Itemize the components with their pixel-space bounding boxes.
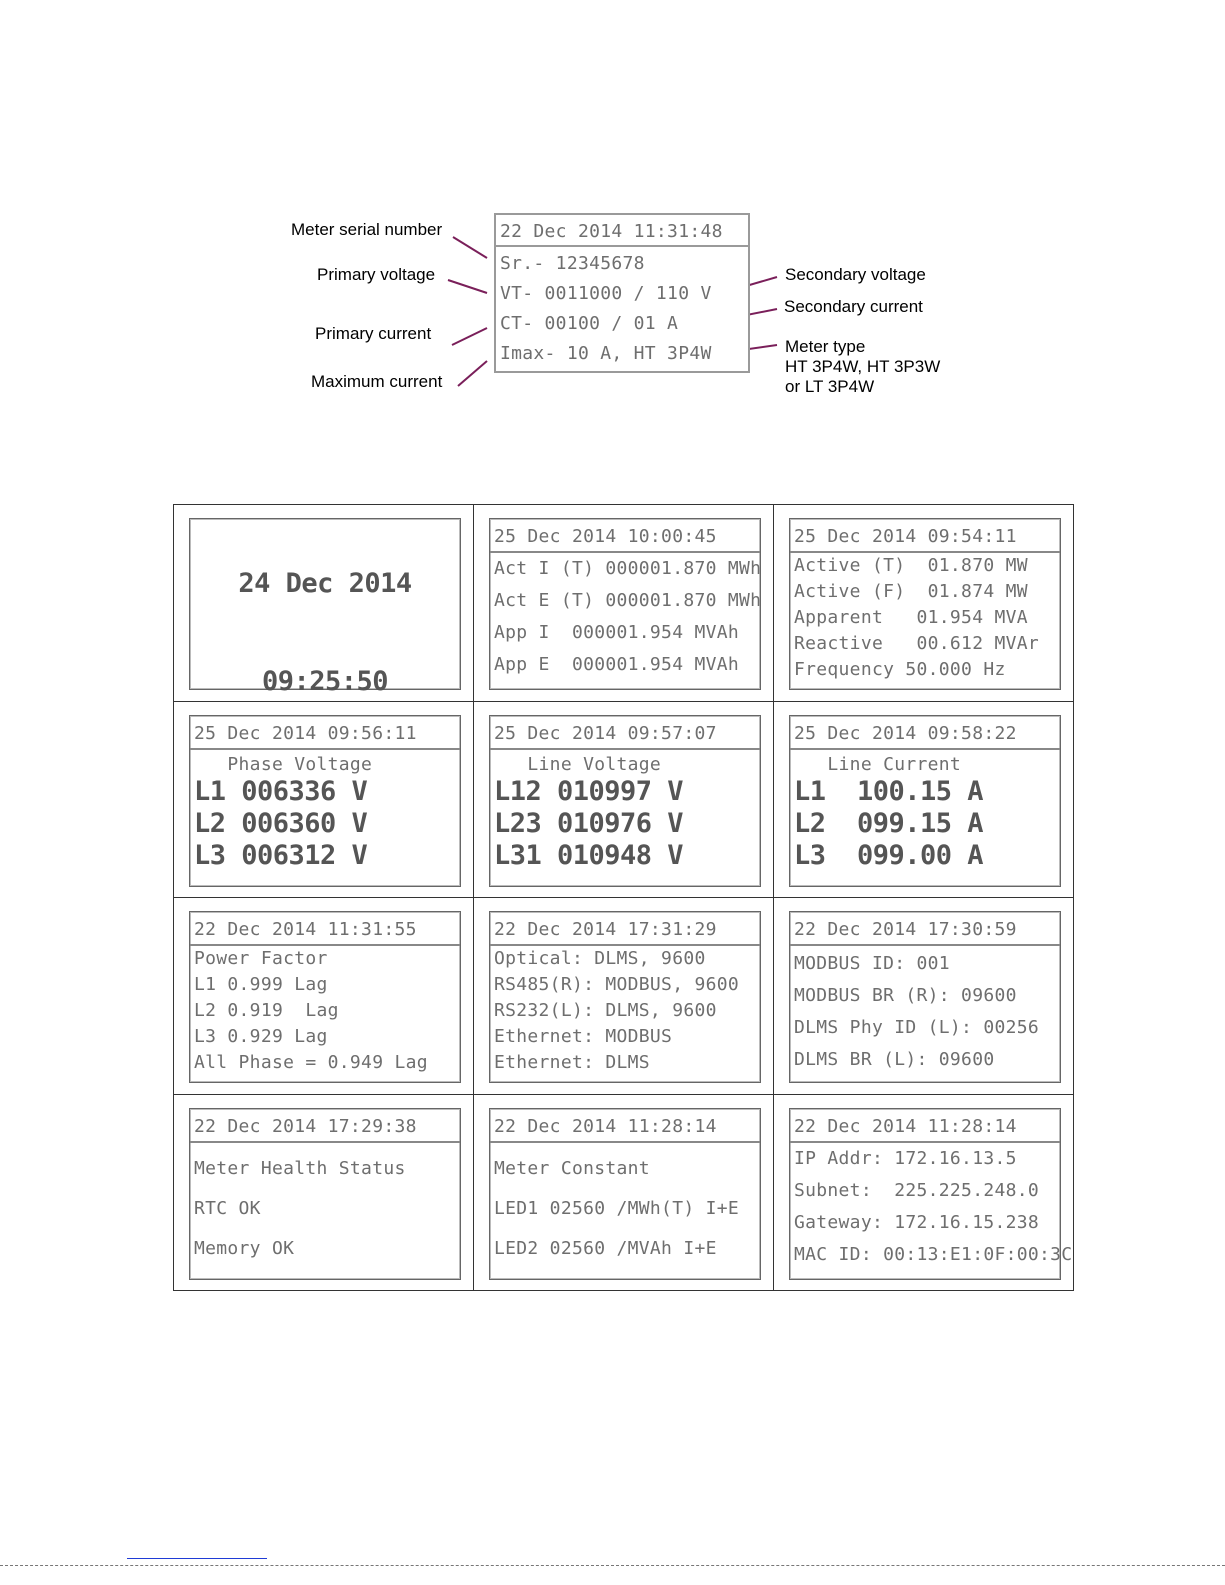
- list-item: L3 006312 V: [194, 840, 368, 871]
- energy-screen: [489, 518, 761, 690]
- label-maximum-current: Maximum current: [311, 372, 443, 391]
- list-item: MODBUS ID: 001: [794, 953, 950, 974]
- cell-network: [774, 1095, 1073, 1290]
- communication-screen: [489, 911, 761, 1083]
- list-item: Meter Health Status: [194, 1158, 406, 1179]
- screen-title: Line Current: [794, 754, 962, 775]
- list-item: L2 006360 V: [194, 808, 368, 839]
- leader-primary-voltage: [448, 280, 487, 293]
- leader-serial: [453, 237, 487, 258]
- list-item: Act I (T) 000001.870 MWh: [494, 558, 762, 579]
- screen-timestamp: 22 Dec 2014 11:31:48: [500, 221, 723, 242]
- list-item: Ethernet: DLMS: [494, 1052, 650, 1073]
- cell-comm: [474, 898, 774, 1095]
- list-item: L1 100.15 A: [794, 776, 984, 807]
- list-item: L1 0.999 Lag: [194, 974, 328, 995]
- list-item: MAC ID: 00:13:E1:0F:00:3C: [794, 1244, 1073, 1265]
- imax-line: Imax- 10 A, HT 3P4W: [500, 343, 712, 364]
- list-item: Frequency 50.000 Hz: [794, 659, 1006, 680]
- cell-energy: [474, 505, 774, 702]
- list-item: L12 010997 V: [494, 776, 684, 807]
- leader-primary-current: [452, 328, 487, 345]
- cell-health: [174, 1095, 474, 1290]
- list-item: L2 099.15 A: [794, 808, 984, 839]
- screen-timestamp: 22 Dec 2014 11:28:14: [494, 1116, 717, 1137]
- list-item: L1 006336 V: [194, 776, 368, 807]
- cell-clock: [174, 505, 474, 702]
- list-item: IP Addr: 172.16.13.5: [794, 1148, 1017, 1169]
- list-item: Subnet: 225.225.248.0: [794, 1180, 1040, 1201]
- list-item: Memory OK: [194, 1238, 295, 1259]
- list-item: Ethernet: MODBUS: [494, 1026, 673, 1047]
- list-item: Active (F) 01.874 MW: [794, 581, 1028, 602]
- list-item: App I 000001.954 MVAh: [494, 622, 740, 643]
- leader-max-current: [458, 361, 487, 386]
- meter-info-screen: [494, 213, 750, 373]
- list-item: LED2 02560 /MVAh I+E: [494, 1238, 717, 1259]
- list-item: Power Factor: [194, 948, 328, 969]
- screen-timestamp: 22 Dec 2014 17:29:38: [194, 1116, 417, 1137]
- list-item: RS232(L): DLMS, 9600: [494, 1000, 717, 1021]
- display-screens-grid: [173, 504, 1074, 1291]
- cell-constant: [474, 1095, 774, 1290]
- list-item: DLMS BR (L): 09600: [794, 1049, 995, 1070]
- list-item: Reactive 00.612 MVAr: [794, 633, 1040, 654]
- clock-time: 09:25:50: [261, 666, 389, 697]
- list-item: Act E (T) 000001.870 MWh: [494, 590, 762, 611]
- footnote-separator: [127, 1558, 267, 1559]
- list-item: LED1 02560 /MWh(T) I+E: [494, 1198, 740, 1219]
- list-item: Gateway: 172.16.15.238: [794, 1212, 1040, 1233]
- label-primary-voltage: Primary voltage: [317, 265, 436, 284]
- label-meter-type-options-2: or LT 3P4W: [785, 377, 875, 396]
- line-current-screen: [789, 715, 1061, 887]
- list-item: DLMS Phy ID (L): 00256: [794, 1017, 1040, 1038]
- list-item: L31 010948 V: [494, 840, 684, 871]
- cell-power: [774, 505, 1073, 702]
- health-status-screen: [189, 1108, 461, 1280]
- power-screen: [789, 518, 1061, 690]
- screen-title: Line Voltage: [494, 754, 662, 775]
- list-item: L3 0.929 Lag: [194, 1026, 328, 1047]
- label-secondary-current: Secondary current: [784, 297, 923, 316]
- list-item: App E 000001.954 MVAh: [494, 654, 740, 675]
- power-factor-screen: [189, 911, 461, 1083]
- list-item: Meter Constant: [494, 1158, 650, 1179]
- cell-line-current: [774, 702, 1073, 898]
- page-break-line: [0, 1565, 1225, 1566]
- list-item: L23 010976 V: [494, 808, 684, 839]
- list-item: MODBUS BR (R): 09600: [794, 985, 1017, 1006]
- cell-modbus: [774, 898, 1073, 1095]
- modbus-screen: [789, 911, 1061, 1083]
- cell-line-voltage: [474, 702, 774, 898]
- list-item: All Phase = 0.949 Lag: [194, 1052, 428, 1073]
- ct-ratio-line: CT- 00100 / 01 A: [500, 313, 679, 334]
- list-item: RS485(R): MODBUS, 9600: [494, 974, 740, 995]
- cell-phase-voltage: [174, 702, 474, 898]
- screen-timestamp: 25 Dec 2014 09:57:07: [494, 723, 717, 744]
- clock-screen: [189, 518, 461, 697]
- screen-timestamp: 25 Dec 2014 09:58:22: [794, 723, 1017, 744]
- label-primary-current: Primary current: [315, 324, 432, 343]
- network-screen: [789, 1108, 1073, 1280]
- screen-timestamp: 22 Dec 2014 11:31:55: [194, 919, 417, 940]
- screen-timestamp: 22 Dec 2014 17:31:29: [494, 919, 717, 940]
- label-meter-serial-number: Meter serial number: [291, 220, 443, 239]
- list-item: Apparent 01.954 MVA: [794, 607, 1028, 628]
- serial-number-line: Sr.- 12345678: [500, 253, 645, 274]
- list-item: Active (T) 01.870 MW: [794, 555, 1028, 576]
- line-voltage-screen: [489, 715, 761, 887]
- label-meter-type-options: HT 3P4W, HT 3P3W: [785, 357, 941, 376]
- meter-constant-screen: [489, 1108, 761, 1280]
- label-secondary-voltage: Secondary voltage: [785, 265, 926, 284]
- screen-timestamp: 25 Dec 2014 09:56:11: [194, 723, 417, 744]
- list-item: L2 0.919 Lag: [194, 1000, 339, 1021]
- cell-power-factor: [174, 898, 474, 1095]
- label-meter-type: Meter type: [785, 337, 866, 356]
- phase-voltage-screen: [189, 715, 461, 887]
- list-item: L3 099.00 A: [794, 840, 984, 871]
- clock-date: 24 Dec 2014: [238, 568, 412, 599]
- list-item: Optical: DLMS, 9600: [494, 948, 706, 969]
- list-item: RTC OK: [194, 1198, 261, 1219]
- screen-timestamp: 22 Dec 2014 11:28:14: [794, 1116, 1017, 1137]
- screen-timestamp: 25 Dec 2014 10:00:45: [494, 526, 717, 547]
- screen-timestamp: 22 Dec 2014 17:30:59: [794, 919, 1017, 940]
- screen-title: Phase Voltage: [194, 754, 373, 775]
- vt-ratio-line: VT- 0011000 / 110 V: [500, 283, 712, 304]
- screen-timestamp: 25 Dec 2014 09:54:11: [794, 526, 1017, 547]
